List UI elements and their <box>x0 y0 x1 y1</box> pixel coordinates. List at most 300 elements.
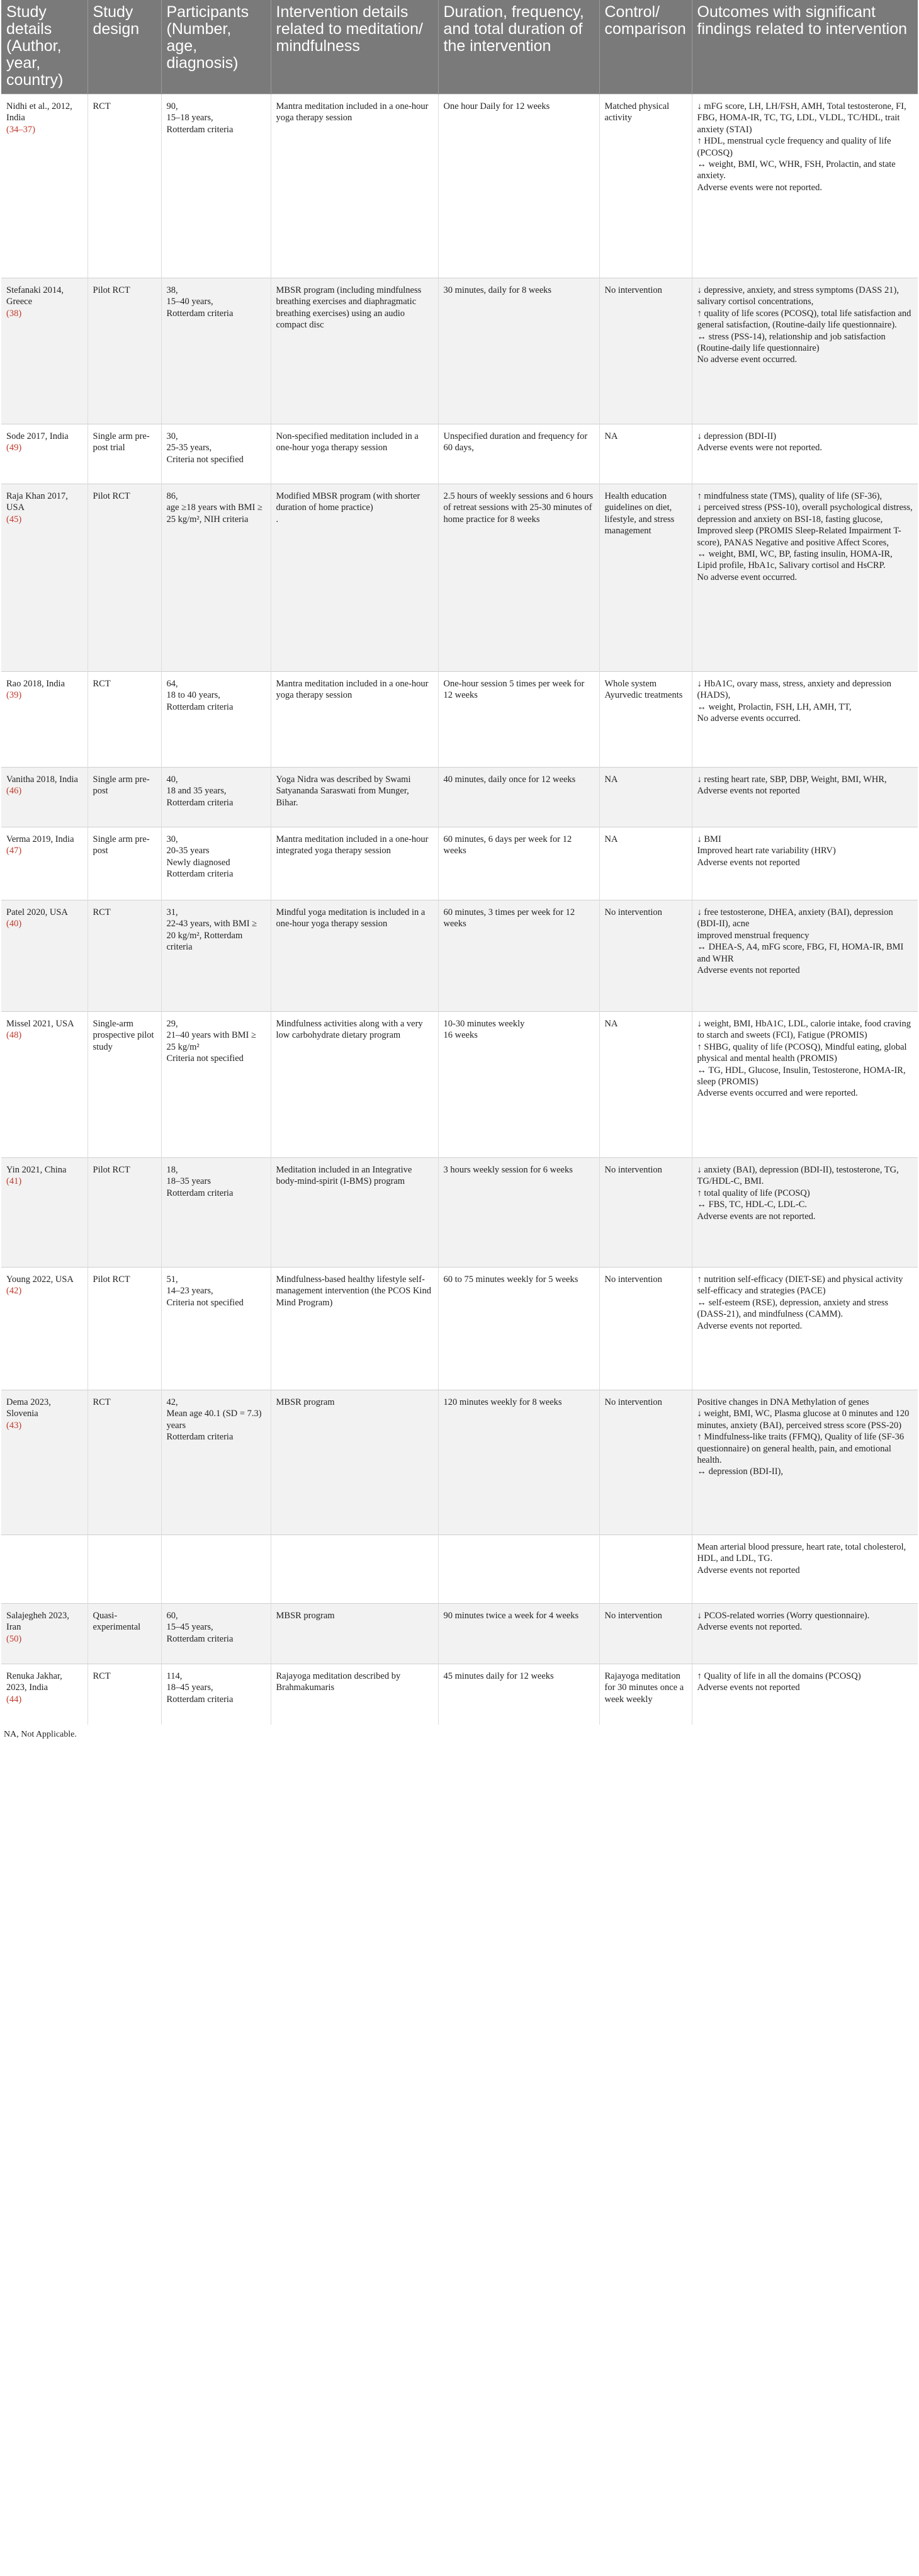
cell-text: 114, <box>166 1671 183 1681</box>
citation-link[interactable]: (50) <box>6 1633 22 1644</box>
cell-outcomes <box>692 1012 918 1158</box>
cell-text: No intervention <box>604 1397 662 1407</box>
cell-text: MBSR program <box>276 1611 335 1621</box>
cell-text: One hour Daily for 12 weeks <box>443 101 550 111</box>
cell-outcomes <box>692 768 918 827</box>
cell-text: Pilot RCT <box>93 285 130 295</box>
cell-text: Health education guidelines on diet, lifestyle, and stress management <box>604 491 675 536</box>
cell-text: Criteria not specified <box>166 454 244 465</box>
cell-text: ↓ BMI <box>697 834 721 844</box>
cell-text: NA <box>604 1019 618 1029</box>
cell-text: Non-specified meditation included in a one-hour yoga therapy session <box>276 431 419 453</box>
cell-text: ↓ anxiety (BAI), depression (BDI-II), testosterone, TG, TG/HDL-C, BMI. <box>697 1165 899 1187</box>
cell-intervention <box>271 278 438 424</box>
cell-intervention <box>271 484 438 672</box>
cell-text: Mean age 40.1 (SD = 7.3) years <box>166 1409 262 1431</box>
cell-design <box>87 827 161 900</box>
citation-link[interactable]: (38) <box>6 308 22 319</box>
cell-text: Adverse events occurred and were reported. <box>697 1088 858 1099</box>
cell-design <box>87 94 161 278</box>
cell-text: Yoga Nidra was described by Swami Satyananda Saraswati from Munger, Bihar. <box>276 775 411 808</box>
header-control: Control/ comparison <box>599 0 692 94</box>
cell-text: Missel 2021, USA <box>6 1019 74 1029</box>
cell-text: Adverse events not reported. <box>697 1622 803 1633</box>
cell-text: 90, <box>166 101 178 111</box>
cell-text: 25-35 years, <box>166 443 212 453</box>
cell-text: 31, <box>166 907 178 917</box>
cell-text: ↑ Quality of life in all the domains (PCOSQ) <box>697 1671 861 1681</box>
studies-table <box>1 0 918 1725</box>
cell-text: 18–45 years, <box>166 1682 213 1693</box>
cell-design <box>87 672 161 768</box>
cell-text: Single-arm prospective pilot study <box>93 1019 154 1052</box>
cell-text: RCT <box>93 907 111 917</box>
citation-link[interactable]: (47) <box>6 846 22 856</box>
cell-text: NA <box>604 431 618 441</box>
cell-text: Mantra meditation included in a one-hour yoga therapy session <box>276 101 429 123</box>
cell-control <box>599 1604 692 1664</box>
cell-design <box>87 1158 161 1268</box>
cell-text: MBSR program <box>276 1397 335 1407</box>
cell-study <box>1 827 87 900</box>
cell-study <box>1 484 87 672</box>
cell-intervention <box>271 1390 438 1535</box>
citation-link[interactable]: (41) <box>6 1176 22 1187</box>
cell-text: ↓ depressive, anxiety, and stress symptoms (DASS 21), salivary cortisol concentrations, <box>697 285 899 307</box>
table-row <box>1 768 918 827</box>
cell-text: Adverse events were not reported. <box>697 182 822 193</box>
cell-text: ↔ stress (PSS-14), relationship and job satisfaction (Routine-daily life questionnaire) <box>697 331 886 354</box>
cell-text: Young 2022, USA <box>6 1274 74 1285</box>
cell-control <box>599 1390 692 1535</box>
cell-text: ↓ perceived stress (PSS-10), overall psychological distress, depression and anxiety on BSI-18, fasting glucose, <box>697 502 913 525</box>
cell-text: Criteria not specified <box>166 1297 244 1308</box>
cell-outcomes <box>692 424 918 484</box>
table-row <box>1 1664 918 1725</box>
cell-text: RCT <box>93 679 111 689</box>
cell-text: Adverse events not reported. <box>697 1320 803 1331</box>
cell-control <box>599 768 692 827</box>
cell-text: ↓ mFG score, LH, LH/FSH, AMH, Total testosterone, FI, FBG, HOMA-IR, TC, TG, LDL, VLDL, TC/HDL, trait anxiety (STAI) <box>697 101 906 135</box>
cell-text: 51, <box>166 1274 178 1285</box>
cell-participants <box>161 1604 271 1664</box>
cell-text: . <box>276 514 279 525</box>
table-row <box>1 1604 918 1664</box>
cell-text: ↑ Mindfulness-like traits (FFMQ), Quality of life (SF-36 questionnaire) on general health, pain, and emotional health. <box>697 1432 905 1466</box>
cell-duration <box>438 484 599 672</box>
cell-text: 20-35 years <box>166 846 210 856</box>
cell-text: MBSR program (including mindfulness breathing exercises and diaphragmatic breathing exercises) using an audio compact disc <box>276 285 422 331</box>
cell-study <box>1 1535 87 1604</box>
citation-link[interactable]: (43) <box>6 1420 22 1431</box>
cell-study <box>1 278 87 424</box>
cell-text: 38, <box>166 285 178 295</box>
cell-text: Yin 2021, China <box>6 1165 67 1175</box>
citation-link[interactable]: (40) <box>6 919 22 929</box>
cell-outcomes <box>692 484 918 672</box>
cell-text: Adverse events were not reported. <box>697 443 822 453</box>
cell-duration <box>438 278 599 424</box>
cell-text: 30 minutes, daily for 8 weeks <box>443 285 552 295</box>
cell-text: No intervention <box>604 1274 662 1285</box>
header-outcomes: Outcomes with significant findings related to intervention <box>692 0 918 94</box>
cell-participants <box>161 1158 271 1268</box>
cell-text: 18, <box>166 1165 178 1175</box>
cell-text: Pilot RCT <box>93 1165 130 1175</box>
cell-design <box>87 1535 161 1604</box>
cell-study <box>1 424 87 484</box>
cell-control <box>599 1268 692 1390</box>
cell-text: No adverse events occurred. <box>697 713 801 724</box>
cell-text: 29, <box>166 1019 178 1029</box>
cell-text: 30, <box>166 834 178 844</box>
cell-intervention <box>271 424 438 484</box>
table-row <box>1 94 918 278</box>
cell-outcomes <box>692 278 918 424</box>
citation-link[interactable]: (42) <box>6 1286 22 1297</box>
cell-text: Adverse events not reported <box>697 1565 800 1575</box>
cell-text: 2.5 hours of weekly sessions and 6 hours of retreat sessions with 25-30 minutes of home practice for 8 weeks <box>443 491 594 525</box>
cell-outcomes <box>692 1268 918 1390</box>
cell-intervention <box>271 94 438 278</box>
cell-text: Modified MBSR program (with shorter duration of home practice) <box>276 491 420 513</box>
cell-outcomes <box>692 1158 918 1268</box>
table-row <box>1 672 918 768</box>
cell-text: 18 and 35 years, <box>166 786 227 797</box>
cell-text: Positive changes in DNA Methylation of genes <box>697 1397 869 1407</box>
cell-participants <box>161 484 271 672</box>
table-body <box>1 94 918 1725</box>
cell-text: 120 minutes weekly for 8 weeks <box>443 1397 562 1407</box>
cell-text: ↓ depression (BDI-II) <box>697 431 777 441</box>
cell-design <box>87 1390 161 1535</box>
cell-text: 18–35 years <box>166 1176 211 1187</box>
cell-text: NA <box>604 775 618 785</box>
cell-text: Mindfulness activities along with a very low carbohydrate dietary program <box>276 1019 423 1041</box>
cell-text: Meditation included in an Integrative body-mind-spirit (I-BMS) program <box>276 1165 412 1187</box>
header-duration: Duration, frequency, and total duration of the intervention <box>438 0 599 94</box>
cell-text: Mantra meditation included in a one-hour integrated yoga therapy session <box>276 834 429 856</box>
cell-text: ↔ DHEA-S, A4, mFG score, FBG, FI, HOMA-IR, BMI and WHR <box>697 942 904 964</box>
cell-duration <box>438 1158 599 1268</box>
cell-participants <box>161 1535 271 1604</box>
cell-duration <box>438 1535 599 1604</box>
cell-study <box>1 94 87 278</box>
cell-text: 15–18 years, <box>166 113 213 123</box>
cell-text: 14–23 years, <box>166 1286 213 1297</box>
cell-text: NA <box>604 834 618 844</box>
cell-text: ↔ TG, HDL, Glucose, Insulin, Testosterone, HOMA-IR, sleep (PROMIS) <box>697 1065 906 1087</box>
cell-design <box>87 424 161 484</box>
cell-text: Unspecified duration and frequency for 60 days, <box>443 431 588 453</box>
table-row <box>1 424 918 484</box>
cell-text: 40, <box>166 775 178 785</box>
cell-design <box>87 1604 161 1664</box>
cell-text: 22-43 years, with BMI ≥ 20 kg/m², Rotterdam criteria <box>166 919 257 953</box>
cell-design <box>87 1268 161 1390</box>
cell-text: ↓ weight, BMI, WC, Plasma glucose at 0 minutes and 120 minutes, anxiety (BAI), perceived stress score (PSS-20) <box>697 1409 910 1431</box>
cell-participants <box>161 94 271 278</box>
cell-text: Mindful yoga meditation is included in a one-hour yoga therapy session <box>276 907 426 929</box>
cell-outcomes <box>692 672 918 768</box>
cell-text: ↓ weight, BMI, HbA1C, LDL, calorie intake, food craving to starch and sweets (FCI), Fatigue (PROMIS) <box>697 1019 911 1041</box>
cell-intervention <box>271 672 438 768</box>
cell-text: ↓ PCOS-related worries (Worry questionnaire). <box>697 1611 870 1621</box>
cell-text: No intervention <box>604 1165 662 1175</box>
cell-text: ↓ free testosterone, DHEA, anxiety (BAI), depression (BDI-II), acne <box>697 907 893 929</box>
cell-text: ↔ weight, Prolactin, FSH, LH, AMH, TT, <box>697 701 852 712</box>
cell-duration <box>438 424 599 484</box>
cell-text: Improved heart rate variability (HRV) <box>697 846 836 856</box>
cell-text: RCT <box>93 1397 111 1407</box>
cell-text: 64, <box>166 679 178 689</box>
table-row <box>1 484 918 672</box>
cell-text: ↑ mindfulness state (TMS), quality of life (SF-36), <box>697 491 882 501</box>
citation-link[interactable]: (46) <box>6 786 22 797</box>
cell-text: Rotterdam criteria <box>166 308 234 319</box>
cell-text: ↔ weight, BMI, WC, WHR, FSH, Prolactin, and state anxiety. <box>697 159 896 181</box>
cell-participants <box>161 278 271 424</box>
cell-duration <box>438 900 599 1012</box>
cell-outcomes <box>692 1390 918 1535</box>
cell-text: One-hour session 5 times per week for 12 weeks <box>443 679 585 701</box>
cell-design <box>87 1664 161 1725</box>
cell-text: 21–40 years with BMI ≥ 25 kg/m² <box>166 1030 256 1052</box>
cell-study <box>1 1158 87 1268</box>
cell-text: Rotterdam criteria <box>166 1432 234 1443</box>
cell-text: 18 to 40 years, <box>166 690 220 701</box>
citation-link[interactable]: (48) <box>6 1030 22 1041</box>
cell-text: 10-30 minutes weekly <box>443 1019 525 1029</box>
cell-text: Rotterdam criteria <box>166 1188 234 1198</box>
cell-duration <box>438 1268 599 1390</box>
cell-duration <box>438 672 599 768</box>
cell-text: ↔ self-esteem (RSE), depression, anxiety and stress (DASS-21), and mindfulness (CAMM). <box>697 1297 889 1320</box>
cell-text: Raja Khan 2017, USA <box>6 491 68 513</box>
cell-text: Pilot RCT <box>93 491 130 501</box>
cell-text: RCT <box>93 101 111 111</box>
cell-text: No intervention <box>604 1611 662 1621</box>
cell-control <box>599 278 692 424</box>
header-participants: Participants (Number, age, diagnosis) <box>161 0 271 94</box>
cell-study <box>1 900 87 1012</box>
cell-text: ↓ HbA1C, ovary mass, stress, anxiety and depression (HADS), <box>697 679 891 701</box>
cell-text: No adverse event occurred. <box>697 355 798 365</box>
cell-control <box>599 1158 692 1268</box>
cell-text: 60 minutes, 3 times per week for 12 weeks <box>443 907 575 929</box>
cell-text: Whole system Ayurvedic treatments <box>604 679 683 701</box>
cell-text: Pilot RCT <box>93 1274 130 1285</box>
cell-participants <box>161 424 271 484</box>
cell-intervention <box>271 1268 438 1390</box>
cell-participants <box>161 1012 271 1158</box>
cell-text: 45 minutes daily for 12 weeks <box>443 1671 554 1681</box>
cell-control <box>599 1664 692 1725</box>
cell-participants <box>161 1268 271 1390</box>
cell-text: 42, <box>166 1397 178 1407</box>
cell-text: ↓ resting heart rate, SBP, DBP, Weight, BMI, WHR, <box>697 775 887 785</box>
cell-participants <box>161 1664 271 1725</box>
cell-study <box>1 1604 87 1664</box>
citation-link[interactable]: (44) <box>6 1694 22 1705</box>
cell-duration <box>438 1604 599 1664</box>
cell-text: Adverse events not reported <box>697 1682 800 1693</box>
cell-text: Rao 2018, India <box>6 679 65 689</box>
cell-duration <box>438 768 599 827</box>
cell-outcomes <box>692 94 918 278</box>
cell-text: Sode 2017, India <box>6 431 69 441</box>
cell-text: 86, <box>166 491 178 501</box>
cell-control <box>599 900 692 1012</box>
cell-text: ↑ SHBG, quality of life (PCOSQ), Mindful eating, global physical and mental health (PROMIS) <box>697 1041 907 1064</box>
cell-text: Rotterdam criteria <box>166 701 234 712</box>
cell-text: 3 hours weekly session for 6 weeks <box>443 1165 573 1175</box>
cell-outcomes <box>692 1535 918 1604</box>
cell-text: Rotterdam criteria <box>166 124 234 135</box>
cell-participants <box>161 827 271 900</box>
cell-text: Patel 2020, USA <box>6 907 68 917</box>
cell-control <box>599 672 692 768</box>
cell-control <box>599 424 692 484</box>
cell-duration <box>438 827 599 900</box>
cell-text: Renuka Jakhar, 2023, India <box>6 1671 62 1693</box>
cell-study <box>1 1664 87 1725</box>
header-study-details: Study details (Author, year, country) <box>1 0 87 94</box>
cell-control <box>599 1012 692 1158</box>
cell-text: 60 minutes, 6 days per week for 12 weeks <box>443 834 572 856</box>
cell-control <box>599 484 692 672</box>
cell-text: ↑ nutrition self-efficacy (DIET-SE) and physical activity self-efficacy and strategies (PACE) <box>697 1274 903 1297</box>
header-study-design: Study design <box>87 0 161 94</box>
cell-outcomes <box>692 1664 918 1725</box>
cell-intervention <box>271 768 438 827</box>
cell-text: 40 minutes, daily once for 12 weeks <box>443 775 576 785</box>
cell-duration <box>438 1390 599 1535</box>
cell-text: 30, <box>166 431 178 441</box>
cell-text: ↑ total quality of life (PCOSQ) <box>697 1188 810 1198</box>
citation-link[interactable]: (45) <box>6 514 22 525</box>
cell-text: Quasi-experimental <box>93 1611 141 1633</box>
table-row <box>1 1535 918 1604</box>
cell-study <box>1 1012 87 1158</box>
table-header-row <box>1 0 918 94</box>
cell-text: 16 weeks <box>443 1030 478 1041</box>
cell-control <box>599 827 692 900</box>
cell-text: Adverse events are not reported. <box>697 1211 816 1222</box>
cell-text: Dema 2023, Slovenia <box>6 1397 51 1419</box>
cell-intervention <box>271 1158 438 1268</box>
header-intervention: Intervention details related to meditation/ mindfulness <box>271 0 438 94</box>
cell-text: Mantra meditation included in a one-hour yoga therapy session <box>276 679 429 701</box>
cell-study <box>1 1390 87 1535</box>
cell-text: 15–45 years, <box>166 1622 213 1633</box>
cell-design <box>87 900 161 1012</box>
cell-text: ↑ quality of life scores (PCOSQ), total life satisfaction and general satisfaction, (Routine-daily life questionnaire). <box>697 308 911 331</box>
cell-text: No intervention <box>604 285 662 295</box>
cell-participants <box>161 900 271 1012</box>
cell-text: Salajegheh 2023, Iran <box>6 1611 69 1633</box>
table-row <box>1 827 918 900</box>
cell-text: Newly diagnosed Rotterdam criteria <box>166 857 234 880</box>
cell-text: Nidhi et al., 2012, India <box>6 101 72 123</box>
cell-text: Matched physical activity <box>604 101 670 123</box>
cell-study <box>1 768 87 827</box>
cell-text: Stefanaki 2014, Greece <box>6 285 64 307</box>
cell-design <box>87 278 161 424</box>
cell-text: Single arm pre-post <box>93 775 150 797</box>
cell-text: Adverse events not reported <box>697 965 800 976</box>
cell-text: Adverse events not reported <box>697 786 800 797</box>
cell-text: Mean arterial blood pressure, heart rate, total cholesterol, HDL, and LDL, TG. <box>697 1542 906 1564</box>
cell-study <box>1 672 87 768</box>
cell-text: Criteria not specified <box>166 1053 244 1064</box>
cell-intervention <box>271 1012 438 1158</box>
cell-design <box>87 768 161 827</box>
table-row <box>1 1390 918 1535</box>
cell-text: No adverse event occurred. <box>697 572 798 582</box>
cell-text: Rajayoga meditation described by Brahmakumaris <box>276 1671 401 1693</box>
cell-participants <box>161 768 271 827</box>
cell-text: Adverse events not reported <box>697 857 800 868</box>
cell-duration <box>438 94 599 278</box>
cell-control <box>599 94 692 278</box>
table-row <box>1 1012 918 1158</box>
cell-text: 60, <box>166 1611 178 1621</box>
cell-control <box>599 1535 692 1604</box>
cell-outcomes <box>692 900 918 1012</box>
cell-text: improved menstrual frequency <box>697 930 809 941</box>
cell-text: ↔ depression (BDI-II), <box>697 1467 784 1477</box>
cell-text: Single arm pre-post trial <box>93 431 150 453</box>
cell-duration <box>438 1664 599 1725</box>
table-row <box>1 278 918 424</box>
cell-participants <box>161 672 271 768</box>
cell-text: 90 minutes twice a week for 4 weeks <box>443 1611 579 1621</box>
cell-text: Rotterdam criteria <box>166 1633 234 1644</box>
cell-intervention <box>271 1664 438 1725</box>
cell-intervention <box>271 1604 438 1664</box>
cell-design <box>87 1012 161 1158</box>
cell-outcomes <box>692 827 918 900</box>
table-footnote: NA, Not Applicable. <box>4 1729 77 1739</box>
cell-text: No intervention <box>604 907 662 917</box>
table-row <box>1 900 918 1012</box>
cell-design <box>87 484 161 672</box>
cell-text: Rotterdam criteria <box>166 1694 234 1705</box>
cell-intervention <box>271 827 438 900</box>
cell-text: Single arm pre-post <box>93 834 150 856</box>
citation-link[interactable]: (34–37) <box>6 124 35 135</box>
cell-intervention <box>271 900 438 1012</box>
cell-text: age ≥18 years with BMI ≥ 25 kg/m², NIH criteria <box>166 502 262 525</box>
cell-text: 15–40 years, <box>166 297 213 307</box>
cell-text: ↔ FBS, TC, HDL-C, LDL-C. <box>697 1200 808 1210</box>
citation-link[interactable]: (49) <box>6 443 22 453</box>
cell-text: ↑ HDL, menstrual cycle frequency and quality of life (PCOSQ) <box>697 136 891 158</box>
cell-intervention <box>271 1535 438 1604</box>
cell-text: ↔ weight, BMI, WC, BP, fasting insulin, HOMA-IR, Lipid profile, HbA1c, Salivary cortisol and HsCRP. <box>697 549 893 571</box>
citation-link[interactable]: (39) <box>6 690 22 701</box>
cell-text: Rotterdam criteria <box>166 797 234 808</box>
cell-participants <box>161 1390 271 1535</box>
table-row <box>1 1158 918 1268</box>
table-row <box>1 1268 918 1390</box>
cell-text: Vanitha 2018, India <box>6 775 78 785</box>
cell-text: Rajayoga meditation for 30 minutes once a week weekly <box>604 1671 684 1705</box>
cell-text: Mindfulness-based healthy lifestyle self-management intervention (the PCOS Kind Mind Program) <box>276 1274 431 1308</box>
cell-text: 60 to 75 minutes weekly for 5 weeks <box>443 1274 578 1285</box>
cell-study <box>1 1268 87 1390</box>
